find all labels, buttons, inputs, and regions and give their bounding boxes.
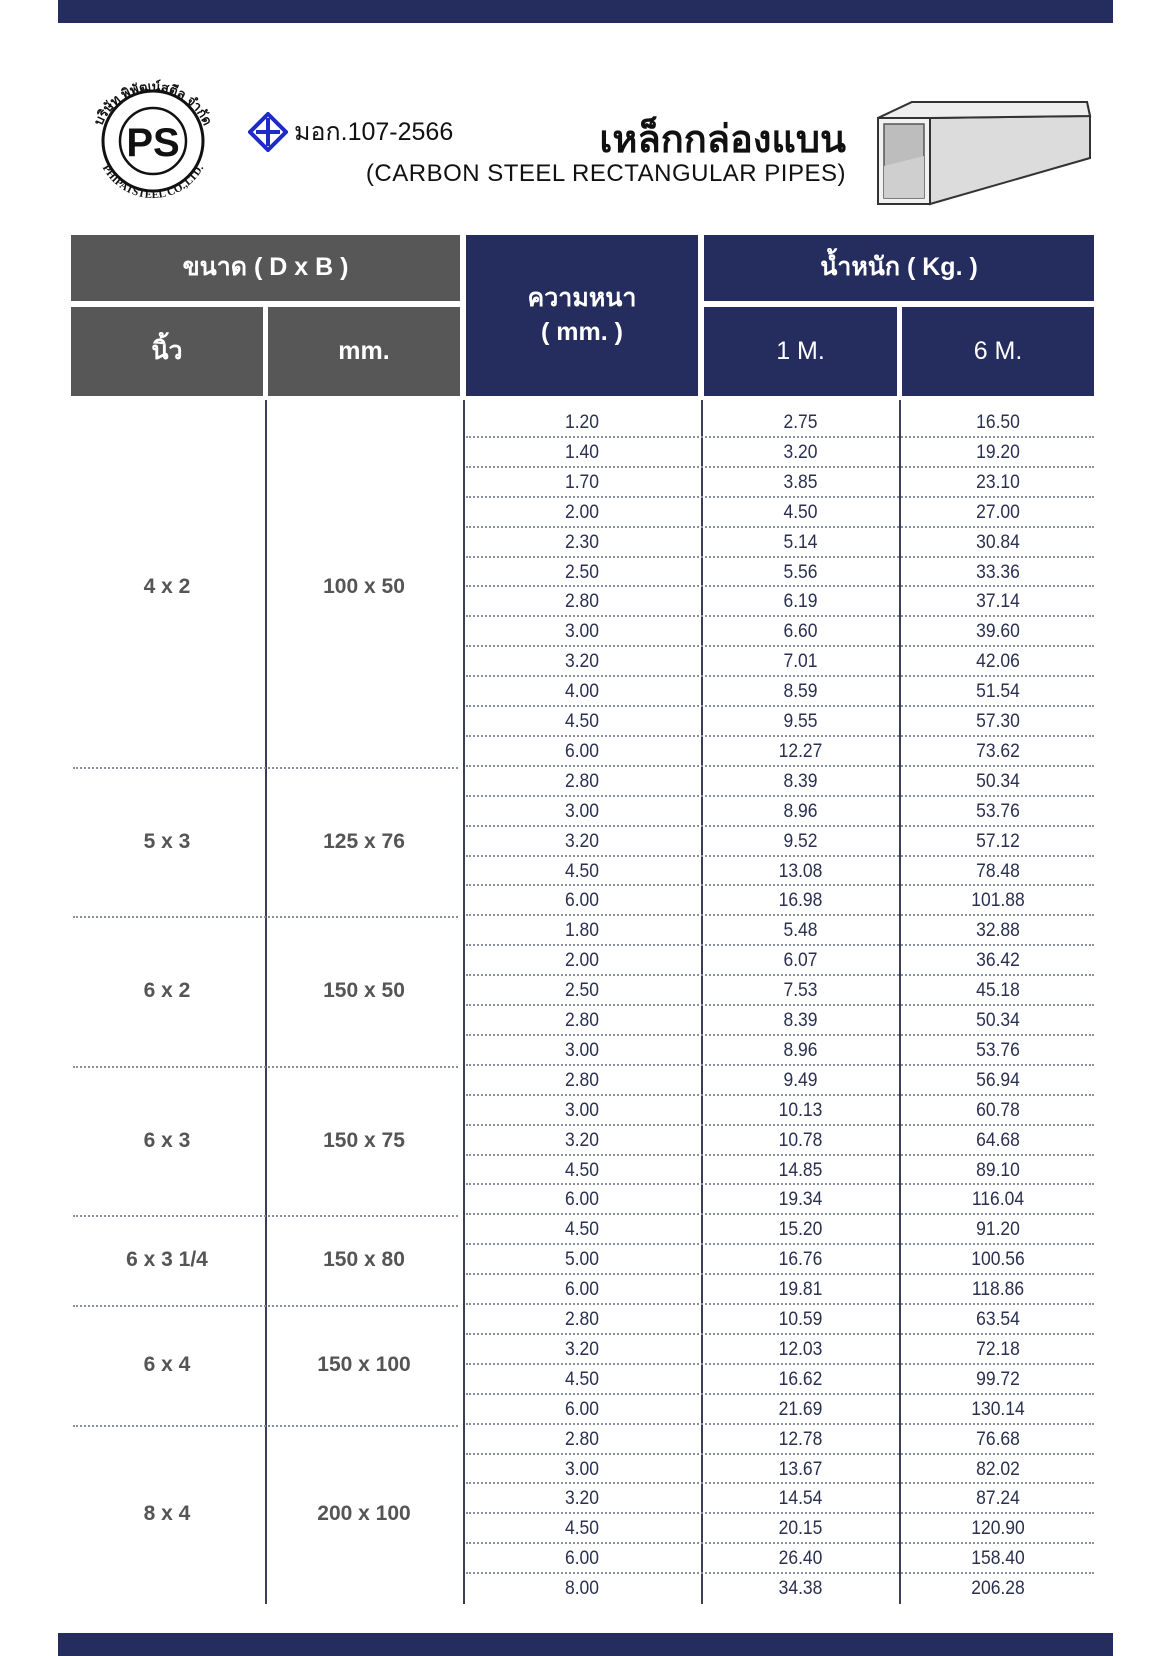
thickness-cell: 2.80 — [564, 770, 600, 792]
weight-1m-cell: 8.96 — [783, 800, 818, 822]
header-thickness — [466, 235, 698, 396]
thickness-cell: 1.80 — [564, 920, 600, 942]
size-mm-cell: 150 x 50 — [323, 979, 405, 1003]
row-separator — [466, 585, 1094, 587]
weight-6m-cell: 32.88 — [976, 920, 1020, 942]
header-thickness-line2: ( mm. ) — [541, 317, 623, 346]
weight-6m-cell: 50.34 — [976, 1010, 1020, 1031]
weight-1m-cell: 5.48 — [783, 920, 818, 942]
weight-6m-cell: 73.62 — [976, 740, 1020, 762]
weight-6m-cell: 42.06 — [976, 651, 1020, 673]
weight-1m-cell: 12.78 — [778, 1428, 823, 1450]
thickness-cell: 1.20 — [564, 412, 600, 433]
row-separator — [466, 974, 1094, 976]
thickness-cell: 2.80 — [564, 1010, 600, 1031]
thickness-cell: 3.20 — [564, 1338, 600, 1360]
weight-6m-cell: 57.30 — [976, 711, 1020, 732]
weight-6m-cell: 100.56 — [971, 1249, 1025, 1271]
size-inch-cell: 8 x 4 — [143, 1502, 191, 1526]
weight-1m-cell: 8.39 — [783, 770, 818, 792]
row-separator — [466, 1482, 1094, 1484]
header-thickness-line1: ความหนา — [527, 283, 637, 312]
row-separator — [466, 1213, 1094, 1215]
size-inch-cell: 5 x 3 — [143, 829, 191, 853]
header-size: ขนาด ( D x B ) — [71, 235, 460, 301]
weight-6m-cell: 45.18 — [976, 980, 1020, 1002]
weight-1m-cell: 13.67 — [778, 1458, 823, 1480]
weight-6m-cell: 64.68 — [976, 1129, 1020, 1151]
weight-6m-cell: 37.14 — [976, 591, 1020, 613]
thickness-cell: 2.00 — [564, 501, 600, 523]
row-separator — [466, 884, 1094, 886]
size-mm-cell: 150 x 80 — [323, 1248, 405, 1272]
thickness-cell: 2.80 — [564, 1309, 600, 1330]
weight-1m-cell: 16.98 — [778, 890, 823, 912]
row-separator — [466, 526, 1094, 528]
weight-1m-cell: 2.75 — [783, 412, 818, 433]
row-separator — [466, 1124, 1094, 1126]
thickness-cell: 3.20 — [564, 830, 600, 852]
thickness-cell: 6.00 — [564, 1548, 600, 1570]
row-separator — [466, 855, 1094, 857]
row-separator — [466, 436, 1094, 438]
row-separator — [466, 556, 1094, 558]
row-separator — [466, 1273, 1094, 1275]
thickness-cell: 4.50 — [564, 1159, 600, 1181]
product-title-thai: เหล็กกล่องแบน — [599, 119, 846, 161]
row-separator — [466, 1064, 1094, 1066]
thickness-cell: 6.00 — [564, 1279, 600, 1301]
weight-1m-cell: 5.56 — [783, 561, 818, 583]
weight-1m-cell: 12.27 — [778, 740, 823, 762]
column-divider — [265, 400, 267, 1604]
weight-6m-cell: 130.14 — [971, 1398, 1025, 1420]
svg-text:บริษัท พิพัฒน์สตีล จำกัด: บริษัท พิพัฒน์สตีล จำกัด — [90, 78, 216, 128]
row-separator — [466, 1004, 1094, 1006]
weight-1m-cell: 8.39 — [783, 1010, 818, 1031]
weight-1m-cell: 15.20 — [778, 1219, 823, 1241]
row-separator — [466, 675, 1094, 677]
weight-1m-cell: 34.38 — [778, 1578, 823, 1600]
svg-text:PS: PS — [126, 121, 180, 165]
weight-6m-cell: 78.48 — [976, 860, 1020, 882]
weight-6m-cell: 39.60 — [976, 621, 1020, 643]
row-separator — [466, 914, 1094, 916]
header-weight: น้ำหนัก ( Kg. ) — [704, 235, 1094, 301]
thickness-cell: 1.40 — [564, 441, 600, 463]
weight-6m-cell: 27.00 — [976, 501, 1020, 523]
weight-6m-cell: 158.40 — [971, 1548, 1025, 1570]
weight-6m-cell: 57.12 — [976, 830, 1020, 852]
weight-6m-cell: 60.78 — [976, 1099, 1020, 1121]
weight-6m-cell: 33.36 — [976, 561, 1020, 583]
weight-1m-cell: 19.81 — [778, 1279, 823, 1301]
weight-1m-cell: 4.50 — [783, 501, 818, 523]
size-mm-cell: 100 x 50 — [323, 575, 405, 599]
rectangular-pipe-illustration — [872, 96, 1094, 216]
weight-1m-cell: 10.78 — [778, 1129, 823, 1151]
thickness-cell: 3.00 — [564, 1039, 600, 1061]
weight-1m-cell: 26.40 — [778, 1548, 823, 1570]
weight-1m-cell: 12.03 — [778, 1338, 823, 1360]
weight-6m-cell: 63.54 — [976, 1309, 1020, 1330]
rectangular-pipe-icon — [872, 96, 1094, 211]
weight-1m-cell: 16.76 — [778, 1249, 823, 1271]
thickness-cell: 4.50 — [564, 711, 600, 732]
weight-6m-cell: 87.24 — [976, 1488, 1020, 1510]
row-separator — [466, 1094, 1094, 1096]
row-separator — [466, 1363, 1094, 1365]
header-weight-6m: 6 M. — [902, 307, 1094, 396]
weight-1m-cell: 10.13 — [778, 1099, 823, 1121]
product-title-english: (CARBON STEEL RECTANGULAR PIPES) — [365, 160, 846, 187]
weight-6m-cell: 120.90 — [971, 1518, 1025, 1540]
tis-standard — [248, 112, 453, 152]
thickness-cell: 4.00 — [564, 681, 600, 703]
svg-text:PHIPATSTEEL CO.,LTD.: PHIPATSTEEL CO.,LTD. — [99, 162, 207, 202]
row-separator — [466, 1243, 1094, 1245]
thickness-cell: 2.80 — [564, 591, 600, 613]
thickness-cell: 5.00 — [564, 1249, 600, 1271]
size-mm-cell: 125 x 76 — [323, 829, 405, 853]
thickness-cell: 1.70 — [564, 471, 600, 493]
row-separator — [466, 645, 1094, 647]
weight-1m-cell: 13.08 — [778, 860, 823, 882]
weight-6m-cell: 82.02 — [976, 1458, 1020, 1480]
weight-1m-cell: 9.55 — [783, 711, 818, 732]
thickness-cell: 2.80 — [564, 1428, 600, 1450]
row-separator — [466, 735, 1094, 737]
row-separator — [466, 496, 1094, 498]
weight-1m-cell: 14.54 — [778, 1488, 823, 1510]
row-separator — [466, 1423, 1094, 1425]
header-inch: นิ้ว — [71, 307, 263, 396]
row-separator — [466, 825, 1094, 827]
size-inch-cell: 6 x 3 1/4 — [126, 1248, 208, 1272]
bottom-banner-bar — [58, 1633, 1113, 1656]
weight-6m-cell: 16.50 — [976, 412, 1020, 433]
weight-6m-cell: 53.76 — [976, 800, 1020, 822]
size-inch-cell: 6 x 4 — [143, 1352, 191, 1376]
weight-1m-cell: 7.01 — [783, 651, 818, 673]
thickness-cell: 4.50 — [564, 860, 600, 882]
thickness-cell: 6.00 — [564, 1189, 600, 1211]
header-mm: mm. — [268, 307, 460, 396]
size-mm-cell: 150 x 75 — [323, 1128, 405, 1152]
weight-6m-cell: 53.76 — [976, 1039, 1020, 1061]
thickness-cell: 3.00 — [564, 1099, 600, 1121]
weight-1m-cell: 3.20 — [783, 441, 818, 463]
row-separator — [466, 466, 1094, 468]
row-separator — [466, 1393, 1094, 1395]
thickness-cell: 2.80 — [564, 1069, 600, 1091]
weight-1m-cell: 3.85 — [783, 471, 818, 493]
weight-6m-cell: 30.84 — [976, 531, 1020, 553]
row-separator — [466, 765, 1094, 767]
weight-1m-cell: 6.07 — [783, 950, 818, 972]
weight-6m-cell: 51.54 — [976, 681, 1020, 703]
weight-1m-cell: 9.49 — [783, 1069, 818, 1091]
thickness-cell: 3.20 — [564, 1129, 600, 1151]
weight-1m-cell: 5.14 — [783, 531, 818, 553]
company-logo — [78, 66, 228, 216]
size-mm-cell: 150 x 100 — [317, 1352, 411, 1376]
size-inch-cell: 6 x 3 — [143, 1128, 191, 1152]
row-separator — [466, 1303, 1094, 1305]
weight-1m-cell: 21.69 — [778, 1398, 823, 1420]
row-separator — [466, 1154, 1094, 1156]
weight-6m-cell: 50.34 — [976, 770, 1020, 792]
weight-6m-cell: 116.04 — [971, 1189, 1025, 1211]
weight-1m-cell: 10.59 — [778, 1309, 823, 1330]
row-separator — [466, 1542, 1094, 1544]
top-banner-bar — [58, 0, 1113, 23]
row-separator — [466, 705, 1094, 707]
standard-label: มอก.107-2566 — [294, 118, 454, 146]
weight-6m-cell: 118.86 — [971, 1279, 1025, 1301]
row-separator — [466, 795, 1094, 797]
thickness-cell: 4.50 — [564, 1219, 600, 1241]
thickness-cell: 6.00 — [564, 890, 600, 912]
row-separator — [466, 1034, 1094, 1036]
weight-6m-cell: 101.88 — [971, 890, 1025, 912]
weight-6m-cell: 23.10 — [976, 471, 1020, 493]
tis-standard-icon — [248, 112, 288, 152]
weight-1m-cell: 7.53 — [783, 980, 818, 1002]
row-separator — [466, 944, 1094, 946]
thickness-cell: 2.00 — [564, 950, 600, 972]
weight-1m-cell: 6.19 — [783, 591, 818, 613]
weight-6m-cell: 99.72 — [976, 1368, 1020, 1390]
row-separator — [466, 1572, 1094, 1574]
thickness-cell: 2.50 — [564, 980, 600, 1002]
row-separator — [466, 615, 1094, 617]
header-weight-1m: 1 M. — [704, 307, 897, 396]
row-separator — [466, 1333, 1094, 1335]
thickness-cell: 3.00 — [564, 1458, 600, 1480]
size-mm-cell: 200 x 100 — [317, 1502, 411, 1526]
thickness-cell: 4.50 — [564, 1518, 600, 1540]
weight-6m-cell: 56.94 — [976, 1069, 1020, 1091]
row-separator — [466, 1512, 1094, 1514]
size-inch-cell: 6 x 2 — [143, 979, 191, 1003]
thickness-cell: 2.50 — [564, 561, 600, 583]
weight-1m-cell: 16.62 — [778, 1368, 823, 1390]
thickness-cell: 6.00 — [564, 1398, 600, 1420]
weight-1m-cell: 9.52 — [783, 830, 818, 852]
ps-logo-seal-icon — [78, 66, 228, 216]
thickness-cell: 4.50 — [564, 1368, 600, 1390]
weight-6m-cell: 19.20 — [976, 441, 1020, 463]
weight-1m-cell: 20.15 — [778, 1518, 823, 1540]
weight-1m-cell: 19.34 — [778, 1189, 823, 1211]
thickness-cell: 3.20 — [564, 651, 600, 673]
weight-1m-cell: 14.85 — [778, 1159, 823, 1181]
weight-6m-cell: 36.42 — [976, 950, 1020, 972]
weight-6m-cell: 72.18 — [976, 1338, 1020, 1360]
thickness-cell: 3.00 — [564, 800, 600, 822]
weight-6m-cell: 76.68 — [976, 1428, 1020, 1450]
weight-1m-cell: 8.96 — [783, 1039, 818, 1061]
weight-6m-cell: 91.20 — [976, 1219, 1020, 1241]
thickness-cell: 3.00 — [564, 621, 600, 643]
thickness-cell: 3.20 — [564, 1488, 600, 1510]
size-inch-cell: 4 x 2 — [143, 575, 191, 599]
thickness-cell: 8.00 — [564, 1578, 600, 1600]
thickness-cell: 2.30 — [564, 531, 600, 553]
weight-6m-cell: 206.28 — [971, 1578, 1025, 1600]
weight-1m-cell: 6.60 — [783, 621, 818, 643]
weight-1m-cell: 8.59 — [783, 681, 818, 703]
weight-6m-cell: 89.10 — [976, 1159, 1020, 1181]
thickness-cell: 6.00 — [564, 740, 600, 762]
row-separator — [466, 1183, 1094, 1185]
row-separator — [466, 1453, 1094, 1455]
column-divider — [463, 400, 465, 1604]
